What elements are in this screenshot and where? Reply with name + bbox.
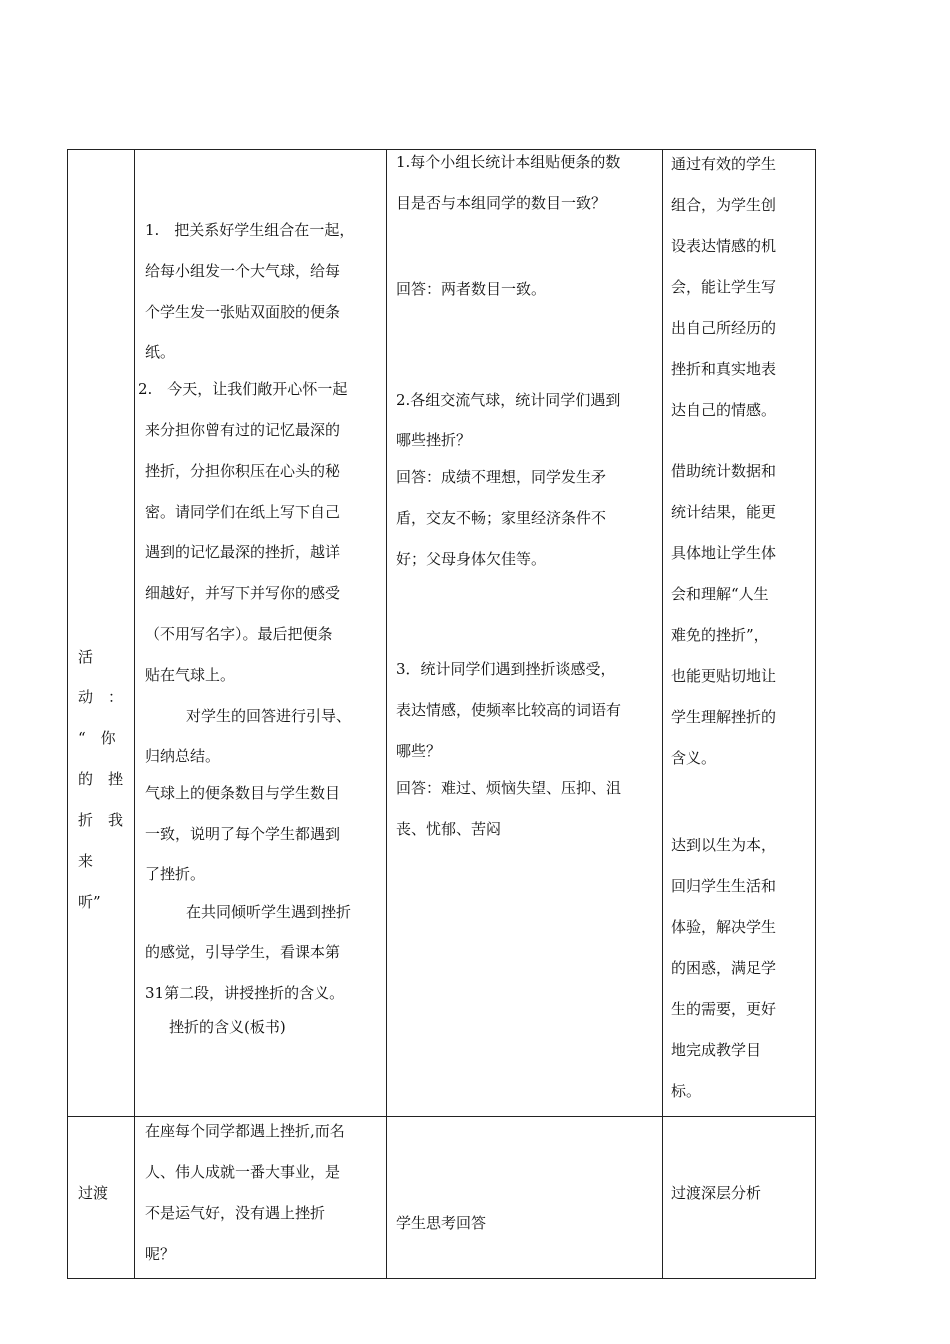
teacher-text-line: 的感觉，引导学生，看课本第: [145, 943, 341, 961]
teacher-text-line: 31第二段，讲授挫折的含义。: [145, 984, 345, 1002]
activity-name-line: 听”: [78, 893, 101, 911]
activity-name-line: 活: [78, 648, 94, 666]
intent-text-line: 地完成教学目: [671, 1041, 762, 1059]
teacher-text-line: （不用写名字）。最后把便条: [145, 625, 333, 643]
activity-row: [68, 150, 816, 1117]
intent-text-line: 标。: [671, 1082, 702, 1100]
teacher-text-line: 对学生的回答进行引导、: [186, 707, 352, 725]
intent-text-line: 通过有效的学生: [671, 155, 777, 173]
teacher-text-line: 一致，说明了每个学生都遇到: [145, 825, 341, 843]
transition-intent-cell: [663, 1117, 816, 1279]
intent-text-line: 借助统计数据和: [671, 462, 777, 480]
intent-text-line: 难免的挫折”，: [671, 626, 769, 644]
activity-name-line: “ 你: [78, 729, 116, 747]
intent-text-line: 统计结果，能更: [671, 503, 777, 521]
transition-row: [68, 1117, 816, 1279]
teacher-text-line: 气球上的便条数目与学生数目: [145, 784, 341, 802]
teacher-text-line: 个学生发一张贴双面胶的便条: [145, 303, 341, 321]
transition-text-line: 不是运气好，没有遇上挫折: [145, 1204, 326, 1222]
intent-text-line: 挫折和真实地表: [671, 360, 777, 378]
transition-text-line: 在座每个同学都遇上挫折,而名: [145, 1122, 345, 1140]
transition-label: 过渡: [78, 1184, 109, 1202]
transition-teacher-cell: [135, 1117, 387, 1279]
intent-text-line: 组合，为学生创: [671, 196, 777, 214]
student-text-line: 盾，交友不畅；家里经济条件不: [396, 509, 607, 527]
transition-intent-text: 过渡深层分析: [671, 1184, 762, 1202]
intent-text-line: 回归学生生活和: [671, 877, 777, 895]
transition-student-text: 学生思考回答: [396, 1214, 487, 1232]
student-text-line: 2.各组交流气球，统计同学们遇到: [396, 391, 621, 409]
student-text-line: 丧、忧郁、苦闷: [396, 820, 502, 838]
teacher-text-line: 归纳总结。: [145, 747, 221, 765]
intent-text-line: 会和理解“人生: [671, 585, 769, 603]
teacher-text-line: 1. 把关系好学生组合在一起，: [145, 221, 355, 239]
intent-text-line: 出自己所经历的: [671, 319, 777, 337]
activity-name-line: 动 ：: [78, 688, 124, 706]
student-text-line: 好；父母身体欠佳等。: [396, 550, 547, 568]
activity-name-cell: [68, 150, 135, 1117]
student-text-line: 哪些挫折？: [396, 431, 472, 449]
intent-text-line: 生的需要，更好: [671, 1000, 777, 1018]
student-text-line: 表达情感，使频率比较高的词语有: [396, 701, 622, 719]
transition-text-line: 呢？: [145, 1245, 176, 1263]
intent-text-line: 设表达情感的机: [671, 237, 777, 255]
intent-text-line: 体验，解决学生: [671, 918, 777, 936]
transition-student-cell: [387, 1117, 663, 1279]
teacher-activity-cell: [135, 150, 387, 1117]
teacher-text-line: 给每小组发一个大气球，给每: [145, 262, 341, 280]
teacher-text-line: 来分担你曾有过的记忆最深的: [145, 421, 341, 439]
teacher-text-line: 了挫折。: [145, 865, 206, 883]
teacher-text-line: 细越好，并写下并写你的感受: [145, 584, 341, 602]
student-text-line: 3．统计同学们遇到挫折谈感受，: [396, 660, 616, 678]
student-activity-cell: [387, 150, 663, 1117]
intent-text-line: 含义。: [671, 749, 717, 767]
teacher-text-line: 纸。: [145, 343, 176, 361]
teacher-text-line: 在共同倾听学生遇到挫折: [186, 903, 352, 921]
intent-text-line: 具体地让学生体: [671, 544, 777, 562]
lesson-table: [67, 149, 816, 1279]
intent-text-line: 会，能让学生写: [671, 278, 777, 296]
student-text-line: 目是否与本组同学的数目一致？: [396, 194, 607, 212]
board-writing-line: 挫折的含义(板书): [169, 1018, 286, 1036]
intent-text-line: 达自己的情感。: [671, 401, 777, 419]
activity-name-line: 来: [78, 852, 94, 870]
design-intent-cell: [663, 150, 816, 1117]
teacher-text-line: 贴在气球上。: [145, 666, 236, 684]
teacher-text-line: 挫折，分担你积压在心头的秘: [145, 462, 341, 480]
activity-name-line: 折 我: [78, 811, 124, 829]
intent-text-line: 学生理解挫折的: [671, 708, 777, 726]
student-text-line: 回答：两者数目一致。: [396, 280, 547, 298]
student-text-line: 回答：难过、烦恼失望、压抑、沮: [396, 779, 622, 797]
intent-text-line: 达到以生为本，: [671, 836, 777, 854]
teacher-text-line: 遇到的记忆最深的挫折，越详: [145, 543, 341, 561]
teacher-text-line: 2. 今天，让我们敞开心怀一起: [138, 380, 348, 398]
student-text-line: 哪些？: [396, 742, 442, 760]
student-text-line: 1.每个小组长统计本组贴便条的数: [396, 153, 621, 171]
intent-text-line: 也能更贴切地让: [671, 667, 777, 685]
activity-name-line: 的 挫: [78, 770, 124, 788]
teacher-text-line: 密。请同学们在纸上写下自己: [145, 503, 341, 521]
transition-text-line: 人、伟人成就一番大事业，是: [145, 1163, 341, 1181]
student-text-line: 回答：成绩不理想，同学发生矛: [396, 468, 607, 486]
intent-text-line: 的困惑，满足学: [671, 959, 777, 977]
transition-name-cell: [68, 1117, 135, 1279]
